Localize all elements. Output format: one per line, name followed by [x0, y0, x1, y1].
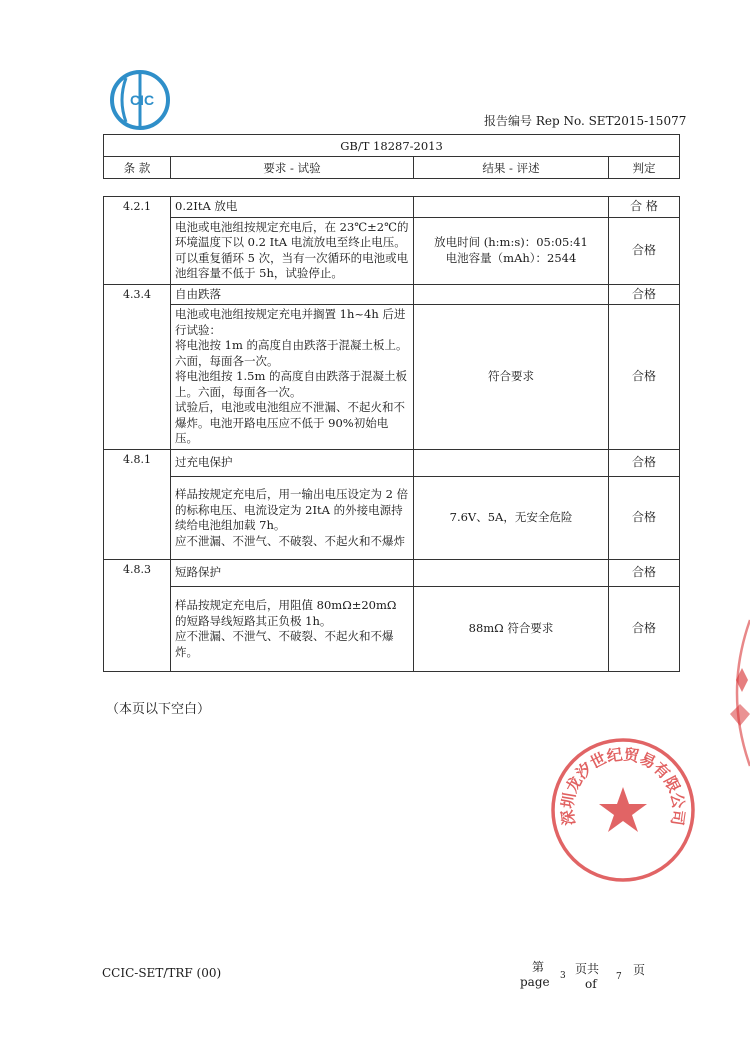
table-row — [104, 284, 680, 305]
column-header-result: 结果 - 评述 — [414, 157, 609, 179]
form-id: CCIC-SET/TRF (00) — [102, 966, 222, 980]
table-row — [104, 450, 680, 477]
column-header-clause: 条 款 — [104, 157, 171, 179]
result-text: 88mΩ 符合要求 — [414, 587, 609, 672]
seal-company-name: 深圳龙汐世纪贸易有限公司 — [558, 745, 688, 827]
column-header-judgement: 判定 — [609, 157, 680, 179]
clause-number: 4.8.1 — [104, 450, 171, 560]
judgement: 合格 — [609, 305, 680, 450]
requirement-text: 电池或电池组按规定充电后，在 23℃±2℃的环境温度下以 0.2 ItA 电流放电至终止电压。可以重复循环 5 次，当有一次循环的电池或电池组容量不低于 5h，试验停止。 — [171, 217, 414, 284]
test-title: 过充电保护 — [171, 450, 414, 477]
judgement: 合格 — [609, 217, 680, 284]
result-text: 7.6V、5A，无安全危险 — [414, 477, 609, 560]
standard-header-table — [103, 134, 680, 179]
title-judgement: 合格 — [609, 284, 680, 305]
table-row — [104, 560, 680, 587]
result-empty — [414, 284, 609, 305]
clause-number: 4.2.1 — [104, 197, 171, 285]
page-label-en: page — [520, 975, 550, 989]
clause-number: 4.3.4 — [104, 284, 171, 450]
clause-number: 4.8.3 — [104, 560, 171, 672]
requirement-text: 样品按规定充电后，用阻值 80mΩ±20mΩ 的短路导线短路其正负极 1h。 应不泄漏、不泄气、不破裂、不起火和不爆炸。 — [171, 587, 414, 672]
total-label-en: of — [585, 977, 597, 991]
test-results-table — [103, 196, 680, 672]
standard-number: GB/T 18287-2013 — [104, 135, 680, 157]
requirement-text: 样品按规定充电后，用一输出电压设定为 2 倍的标称电压、电流设定为 2ItA 的外接电源持续给电池组加载 7h。 应不泄漏、不泄气、不破裂、不起火和不爆炸 — [171, 477, 414, 560]
test-title: 自由跌落 — [171, 284, 414, 305]
test-title: 0.2ItA 放电 — [171, 197, 414, 218]
result-empty — [414, 197, 609, 218]
page-label-cn: 第 — [532, 960, 545, 974]
page-label-end: 页 — [633, 963, 646, 977]
total-label-cn: 页共 — [575, 962, 600, 976]
table-row — [104, 477, 680, 560]
table-row — [104, 217, 680, 284]
edge-seal-fragment — [722, 618, 750, 768]
title-judgement: 合格 — [609, 560, 680, 587]
seal-star-icon — [599, 787, 647, 832]
total-pages: 7 — [616, 972, 622, 982]
requirement-text: 电池或电池组按规定充电并搁置 1h~4h 后进行试验： 将电池按 1m 的高度自由跌落于混凝土板上。六面，每面各一次。 将电池组按 1.5m 的高度自由跌落于混凝土板上。六面，每面各一次。 试验后，电池或电池组应不泄漏、不起火和不爆炸。电池开路电压应不低于 90%初始电压。 — [171, 305, 414, 450]
result-empty — [414, 450, 609, 477]
ccic-logo-text: CIC — [129, 92, 155, 108]
result-text: 符合要求 — [414, 305, 609, 450]
page-number: 3 — [560, 971, 566, 981]
company-seal-stamp — [548, 735, 698, 885]
blank-below-note: （本页以下空白） — [106, 702, 211, 717]
title-judgement: 合格 — [609, 450, 680, 477]
report-number: 报告编号 Rep No. SET2015-15077 — [484, 114, 687, 128]
table-row — [104, 197, 680, 218]
table-row — [104, 587, 680, 672]
result-empty — [414, 560, 609, 587]
test-title: 短路保护 — [171, 560, 414, 587]
table-row — [104, 305, 680, 450]
ccic-logo — [106, 68, 178, 132]
column-header-requirement: 要求 - 试验 — [171, 157, 414, 179]
title-judgement: 合 格 — [609, 197, 680, 218]
judgement: 合格 — [609, 587, 680, 672]
result-text: 放电时间 (h:m:s)：05:05:41 电池容量（mAh）：2544 — [414, 217, 609, 284]
judgement: 合格 — [609, 477, 680, 560]
